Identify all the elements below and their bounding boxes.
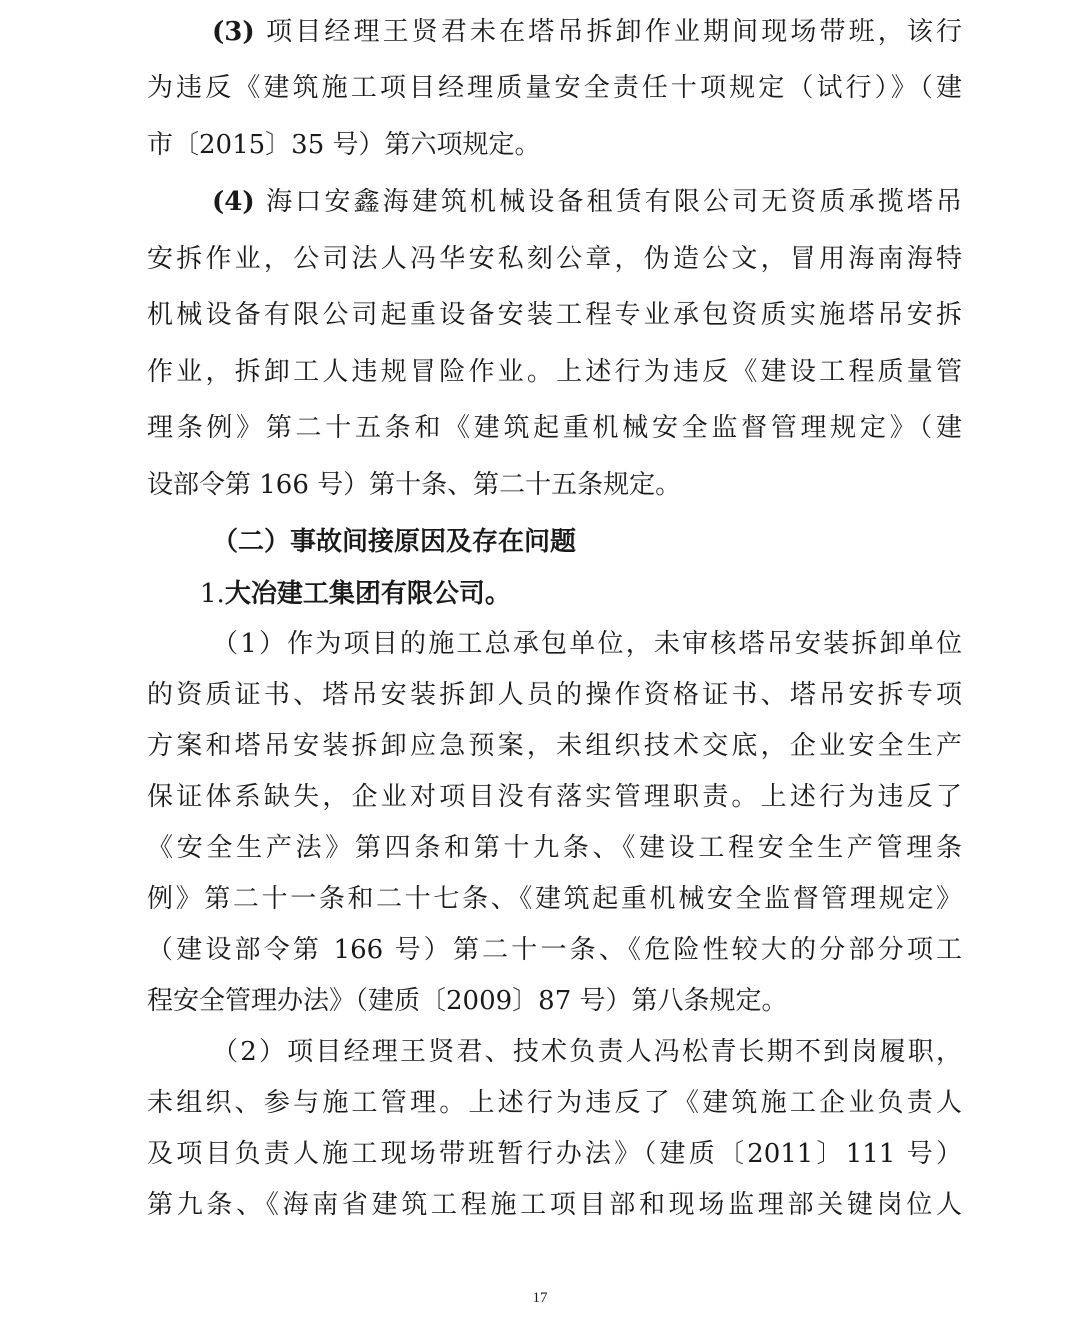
paragraph-line: 为违反《建筑施工项目经理质量安全责任十项规定（试行）》（建 <box>147 73 962 103</box>
paragraph-text: 海口安鑫海建筑机械设备租赁有限公司无资质承揽塔吊 <box>266 187 962 217</box>
section-heading: （二）事故间接原因及存在问题 <box>212 527 577 557</box>
item-marker: (4) <box>212 187 255 217</box>
paragraph-line: 机械设备有限公司起重设备安装工程专业承包资质实施塔吊安拆 <box>147 300 962 330</box>
subsection-number: 1. <box>200 579 225 609</box>
paragraph-line: 设部令第 166 号）第十条、第二十五条规定。 <box>147 470 682 500</box>
paragraph-line: 作业，拆卸工人违规冒险作业。上述行为违反《建设工程质量管 <box>147 357 962 387</box>
paragraph-line: 的资质证书、塔吊安装拆卸人员的操作资格证书、塔吊安拆专项 <box>147 680 962 710</box>
paragraph-line: 理条例》第二十五条和《建筑起重机械安全监督管理规定》（建 <box>147 413 962 443</box>
paragraph-line: 程安全管理办法》（建质〔2009〕87 号）第八条规定。 <box>147 986 788 1016</box>
paragraph-line: 市〔2015〕35 号）第六项规定。 <box>147 130 541 160</box>
paragraph-line: 保证体系缺失，企业对项目没有落实管理职责。上述行为违反了 <box>147 782 962 812</box>
paragraph-line <box>212 12 962 52</box>
item-marker: (3) <box>212 17 255 47</box>
subsection-heading <box>200 574 950 614</box>
paragraph-line: 及项目负责人施工现场带班暂行办法》（建质〔2011〕111 号） <box>147 1139 962 1169</box>
paragraph-line: 安拆作业，公司法人冯华安私刻公章，伪造公文，冒用海南海特 <box>147 244 962 274</box>
paragraph-line: （2）项目经理王贤君、技术负责人冯松青长期不到岗履职， <box>212 1037 962 1067</box>
page-number: 17 <box>532 1290 548 1306</box>
paragraph-line: 方案和塔吊安装拆卸应急预案，未组织技术交底，企业安全生产 <box>147 731 962 761</box>
paragraph-line: 第九条、《海南省建筑工程施工项目部和现场监理部关键岗位人 <box>147 1190 962 1220</box>
paragraph-line: （1）作为项目的施工总承包单位，未审核塔吊安装拆卸单位 <box>212 629 962 659</box>
paragraph-line: 未组织、参与施工管理。上述行为违反了《建筑施工企业负责人 <box>147 1088 962 1118</box>
paragraph-line: （建设部令第 166 号）第二十一条、《危险性较大的分部分项工 <box>147 935 962 965</box>
paragraph-text: 项目经理王贤君未在塔吊拆卸作业期间现场带班，该行 <box>266 17 962 47</box>
paragraph-line: 《安全生产法》第四条和第十九条、《建设工程安全生产管理条 <box>147 833 962 863</box>
paragraph-line <box>212 182 962 222</box>
paragraph-line: 例》第二十一条和二十七条、《建筑起重机械安全监督管理规定》 <box>147 884 962 914</box>
subsection-title: 大冶建工集团有限公司。 <box>224 579 511 609</box>
